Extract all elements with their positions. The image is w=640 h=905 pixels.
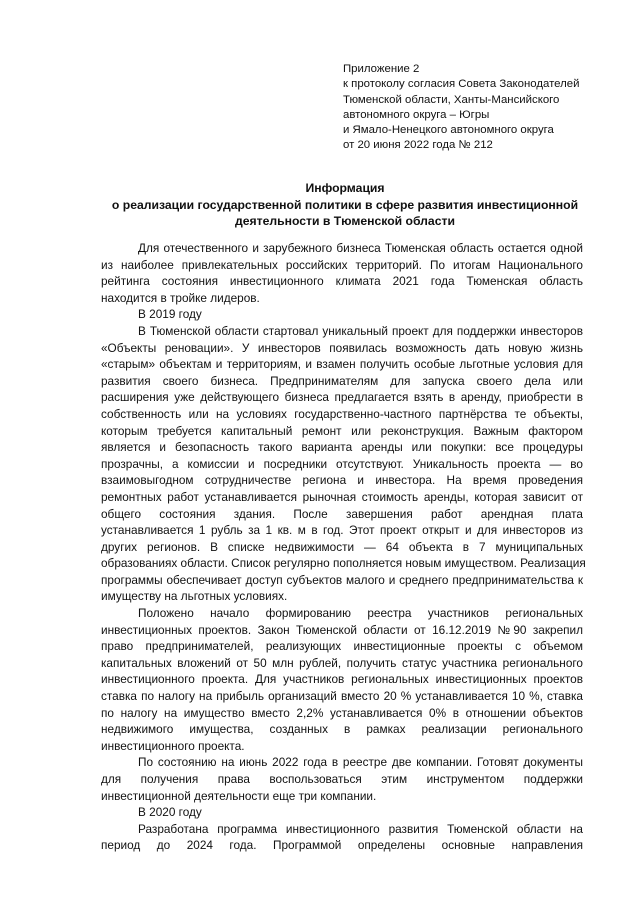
body-line: развития своего бизнеса. Предпринимателям для запуска своего дела или bbox=[101, 373, 583, 388]
body-line: имуществу на льготных условиях. bbox=[101, 589, 288, 604]
body-line: взаимовыгодном сотрудничестве региона и инвестора. На время проведения bbox=[101, 473, 583, 488]
title-line: Информация bbox=[305, 181, 385, 195]
body-line: находится в тройке лидеров. bbox=[101, 290, 260, 305]
appendix-line: к протоколу согласия Совета Законодателей bbox=[343, 78, 580, 91]
body-line: Разработана программа инвестиционного развития Тюменской области на bbox=[138, 821, 583, 836]
title-line: о реализации государственной политики в сфере развития инвестиционной bbox=[111, 197, 579, 212]
body-line: рейтинга состояния инвестиционного климата 2021 года Тюменская область bbox=[101, 274, 583, 289]
body-line: недвижимого имущества, созданных в рамках реализации регионального bbox=[101, 722, 583, 737]
appendix-line: от 20 июня 2022 года № 212 bbox=[343, 139, 493, 152]
body-line: для получения права воспользоваться этим инструментом поддержки bbox=[101, 772, 583, 786]
appendix-line: Приложение 2 bbox=[343, 63, 420, 75]
appendix-block bbox=[343, 62, 633, 154]
body-line: инвестиционной деятельности еще три компании. bbox=[101, 788, 377, 803]
body-line: программы обеспечивает доступ субъектов малого и среднего предпринимательства к bbox=[101, 572, 583, 587]
section-year-2020: В 2020 году bbox=[138, 805, 202, 820]
body-line: Положено начало формированию реестра участников региональных bbox=[138, 606, 583, 621]
body-line: устанавливается 1 рубль за 1 кв. м в год. Этот проект открыт и для инвесторов из bbox=[101, 523, 583, 538]
body-line: инвестиционных проектов. Закон Тюменской области от 16.12.2019 №90 закрепил bbox=[101, 622, 583, 637]
body-line: прозрачны, а комиссии и посредники отсутствуют. Уникальность проекта — во bbox=[101, 456, 583, 471]
appendix-line: автономного округа – Югры bbox=[343, 108, 490, 121]
body-line: общего состояния здания. После завершения работ арендная плата bbox=[101, 506, 583, 521]
body-line: «старым» объектам и территориям, и взамен получить особые льготные условия для bbox=[101, 357, 583, 372]
appendix-line: Тюменской области, Ханты-Мансийского bbox=[343, 93, 560, 106]
document-body bbox=[101, 240, 586, 854]
body-line: инвестиционного проекта. Для участников региональных инвестиционных проектов bbox=[101, 672, 583, 687]
body-line: инвестиционного проекта. bbox=[101, 738, 245, 753]
section-year-2019: В 2019 году bbox=[138, 307, 202, 322]
body-line: образованиях области. Список регулярно пополняется новым имуществом. Реализация bbox=[101, 556, 586, 571]
body-line: капитальных вложений от 50 млн рублей, получить статус участника регионального bbox=[101, 655, 583, 670]
body-line: расширения уже действующего бизнеса предлагается взять в аренду, приобрести в bbox=[101, 390, 583, 405]
body-line: которым требуется капитальный ремонт или реконструкция. Важным фактором bbox=[101, 423, 583, 438]
body-line: «Объекты реновации». У инвесторов появилась возможность дать новую жизнь bbox=[101, 340, 583, 355]
appendix-line: и Ямало-Ненецкого автономного округа bbox=[343, 124, 554, 137]
body-line: ремонтных работ устанавливается рыночная стоимость аренды, которая зависит от bbox=[101, 489, 583, 504]
body-line: По состоянию на июнь 2022 года в реестре две компании. Готовят документы bbox=[138, 755, 583, 770]
body-line: право предпринимателей, реализующих инвестиционные проекты с объемом bbox=[101, 639, 583, 654]
title-line: деятельности в Тюменской области bbox=[235, 214, 455, 228]
body-line: ставка по налогу на прибыль организаций вместо 20 % устанавливается 10 %, ставка bbox=[101, 689, 583, 704]
body-line: из наиболее привлекательных российских территорий. По итогам Национального bbox=[101, 257, 583, 272]
body-line: является и безопасность такого варианта аренды или покупки: все процедуры bbox=[101, 440, 583, 455]
body-line: В Тюменской области стартовал уникальный проект для поддержки инвесторов bbox=[138, 323, 583, 338]
body-line: Для отечественного и зарубежного бизнеса Тюменская область остается одной bbox=[138, 241, 583, 255]
body-line: по налогу на имущество вместо 2,2% устанавливается 0% в отношении объектов bbox=[101, 705, 583, 720]
document-title bbox=[95, 180, 595, 230]
body-line: других регионов. В списке недвижимости — 64 объекта в 7 муниципальных bbox=[101, 539, 583, 554]
body-line: собственность или на условиях государственно-частного партнёрства те объекты, bbox=[101, 406, 583, 421]
body-line: период до 2024 года. Программой определены основные направления bbox=[101, 838, 583, 853]
